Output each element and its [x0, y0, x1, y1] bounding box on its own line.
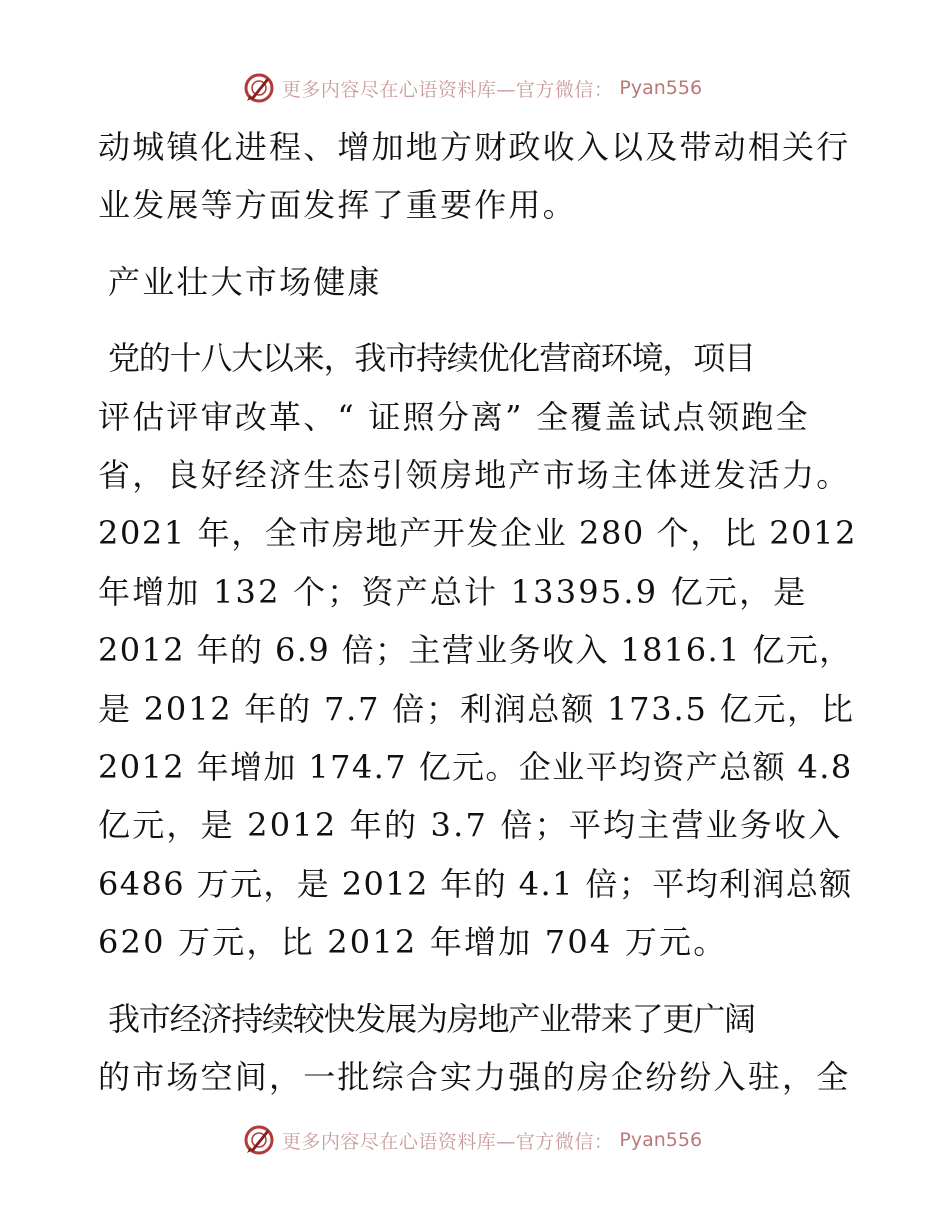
watermark-wechat-id: Pyan556	[619, 77, 703, 99]
text-line: 的市场空间，一批综合实力强的房企纷纷入驻，全	[98, 1058, 851, 1097]
document-body	[98, 118, 858, 1107]
section-heading	[98, 253, 858, 311]
watermark-text: 更多内容尽在心语资料库—官方微信：	[281, 1130, 614, 1153]
text-line: 评估评审改革、“ 证照分离” 全覆盖试点领跑全	[98, 397, 810, 436]
text-line: 我市经济持续较快发展为房地产业带来了更广阔	[108, 999, 755, 1038]
paragraph	[98, 990, 858, 1107]
text-line: 年增加 132 个；资产总计 13395.9 亿元，是	[98, 572, 808, 611]
paragraph	[98, 118, 858, 235]
text-line: 6486 万元，是 2012 年的 4.1 倍；平均利润总额	[98, 864, 853, 903]
text-line: 党的十八大以来，我市持续优化营商环境，项目	[108, 339, 755, 378]
text-line: 是 2012 年的 7.7 倍；利润总额 173.5 亿元，比	[98, 689, 855, 728]
header-watermark	[0, 68, 950, 108]
quill-pen-seal-icon	[242, 1123, 276, 1157]
text-line: 产业壮大市场健康	[108, 262, 382, 301]
text-line: 2021 年，全市房地产开发企业 280 个，比 2012	[98, 514, 858, 553]
watermark-wechat-id: Pyan556	[619, 1129, 703, 1151]
text-line: 亿元，是 2012 年的 3.7 倍；平均主营业务收入	[98, 806, 843, 845]
text-line: 2012 年增加 174.7 亿元。企业平均资产总额 4.8	[98, 748, 853, 787]
text-line: 省，良好经济生态引领房地产市场主体迸发活力。	[98, 456, 851, 495]
text-line: 业发展等方面发挥了重要作用。	[98, 186, 577, 225]
watermark-text: 更多内容尽在心语资料库—官方微信：	[281, 78, 614, 101]
text-line: 动城镇化进程、增加地方财政收入以及带动相关行	[98, 128, 851, 166]
text-line: 2012 年的 6.9 倍；主营业务收入 1816.1 亿元，	[98, 631, 853, 670]
quill-pen-seal-icon	[242, 71, 276, 105]
text-line: 620 万元，比 2012 年增加 704 万元。	[98, 923, 728, 962]
paragraph	[98, 329, 858, 971]
footer-watermark	[0, 1120, 950, 1160]
